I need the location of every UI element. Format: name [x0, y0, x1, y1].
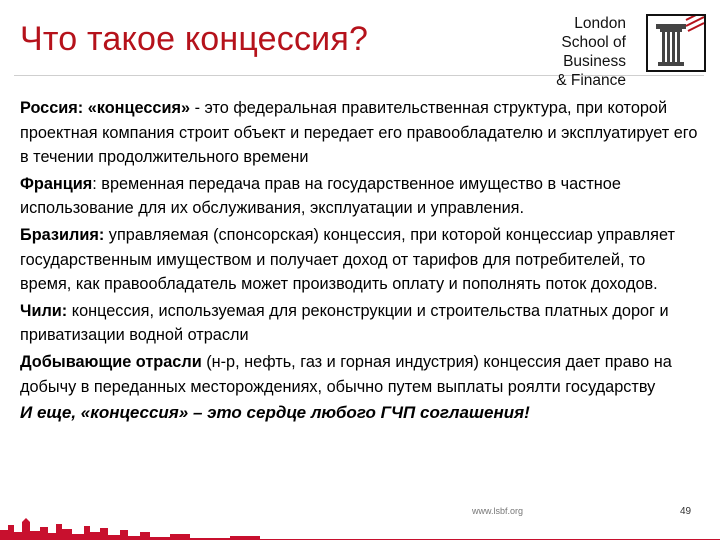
term-label: Франция: [20, 174, 93, 193]
page-number: 49: [680, 506, 692, 517]
paragraph-france: [20, 172, 700, 221]
logo-line-3: & Finance: [556, 72, 626, 89]
slide-body: [20, 96, 700, 428]
closing-statement: И еще, «концессия» – это сердце любого ГЧП соглашения!: [20, 403, 530, 423]
logo-text: [505, 14, 626, 90]
lsbf-logo: [505, 14, 710, 89]
definition-text: - это федеральная правительственная структура, при которой проектная компания строит объект и передает его правообладателю и эксплуатирует его в течении продолжительного времени: [20, 99, 698, 167]
term-label: Чили:: [20, 301, 68, 320]
definition-text: управляемая (спонсорская) концессия, при которой концессиар управляет государственным имуществом и получает доход от тарифов для потребителей, то время, как правообладатель может производить оплату и пополнять поток доходов.: [20, 225, 675, 294]
paragraph-brazil: [20, 223, 700, 297]
footer-url: www.lsbf.org: [472, 506, 524, 516]
logo-line-1: London: [574, 15, 626, 32]
paragraph-extractive: [20, 350, 700, 399]
term-label: Добывающие отрасли: [20, 352, 202, 371]
paragraph-chile: [20, 299, 700, 348]
term-label: Бразилия:: [20, 225, 105, 244]
definition-text: (н-р, нефть, газ и горная индустрия) концессия дает право на добычу в переданных месторождениях, обычно путем выплаты роялти государству: [20, 352, 672, 396]
logo-line-2: School of Business: [561, 34, 626, 70]
definition-text: концессия, используемая для реконструкции и строительства платных дорог и приватизации водной отрасли: [20, 301, 669, 345]
definition-text: : временная передача прав на государственное имущество в частное использование для их обслуживания, эксплуатации и управления.: [20, 174, 621, 218]
city-skyline-decoration: [0, 516, 720, 540]
column-emblem-icon: [646, 14, 706, 72]
term-label: Россия: «концессия»: [20, 99, 191, 117]
slide-title: Что такое концессия?: [20, 20, 369, 58]
paragraph-russia: [20, 96, 700, 170]
